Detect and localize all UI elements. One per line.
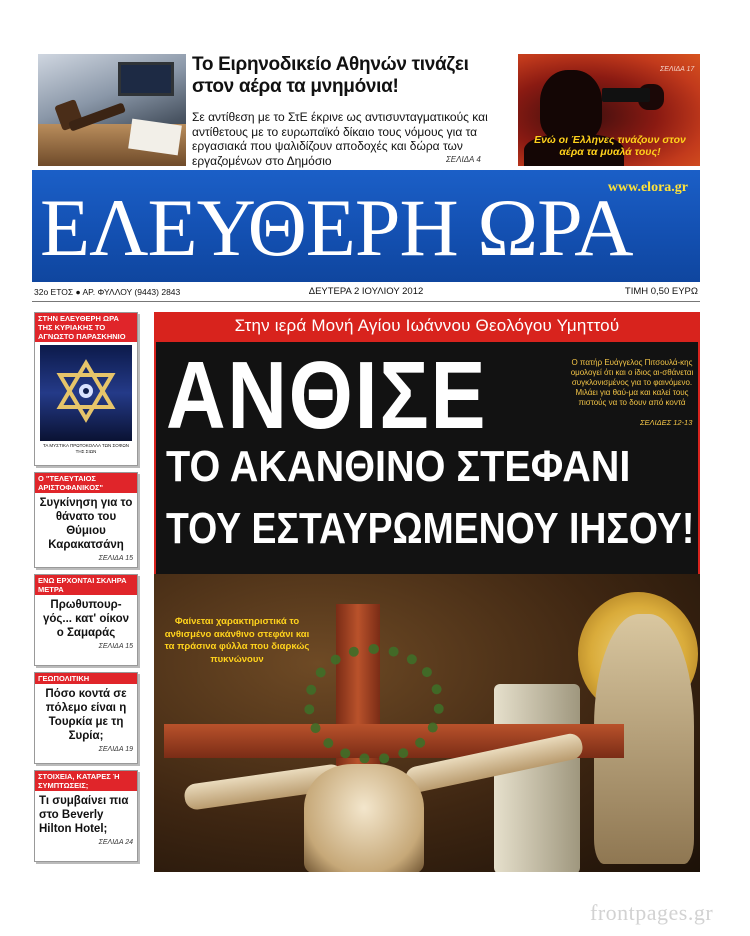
issue-number: 32ο ΕΤΟΣ ● ΑΡ. ΦΥΛΛΟΥ (9443) 2843 xyxy=(34,287,181,297)
sidebar-page: ΣΕΛΙΔΑ 24 xyxy=(98,839,133,846)
sidebar-page: ΣΕΛΙΔΑ 19 xyxy=(98,746,133,753)
sidebar-headline: Τι συμβαίνει πια στο Beverly Hilton Hotel; xyxy=(39,795,129,835)
main-story-page: ΣΕΛΙΔΕΣ 12-13 xyxy=(640,418,693,427)
photo-caption: Φαίνεται χαρακτηριστικά το ανθισμένο ακάνθινο στεφάνι και τα πράσινα φύλλα που διαρκώς πυκνώνουν xyxy=(164,616,310,665)
sidebar-headline: Συγκίνηση για το θάνατο του Θύμιου Καρακατσάνη xyxy=(39,497,133,551)
sidebar-headline: Πρωθυπουρ-γός... κατ' οίκον ο Σαμαράς xyxy=(42,599,129,639)
top-teaser-body: Σε αντίθεση με το ΣτΕ έκρινε ως αντισυνταγματικούς και αντίθετους με το ευρωπαϊκό δίκαιο τους νόμους για τα εργασιακά που ψαλιδίζουν αποδοχές και δώρα των εργαζομένων στο Δημόσιο xyxy=(192,110,488,168)
sidebar-label: Ο "ΤΕΛΕΥΤΑΙΟΣ ΑΡΙΣΤΟΦΑΝΙΚΟΣ" xyxy=(35,473,137,493)
watermark: frontpages.gr xyxy=(590,900,714,925)
sidebar-page: ΣΕΛΙΔΑ 15 xyxy=(98,643,133,650)
right-photo-page: ΣΕΛΙΔΑ 17 xyxy=(660,66,695,73)
star-of-david-cover-image xyxy=(40,345,132,441)
issue-price: ΤΙΜΗ 0,50 ΕΥΡΩ xyxy=(624,286,698,297)
dateline xyxy=(32,282,700,302)
sidebar-item-beverly-hilton[interactable] xyxy=(34,770,138,862)
sidebar-item-sunday-edition[interactable] xyxy=(34,312,138,466)
sidebar-label: ΣΤΟΙΧΕΙΑ, ΚΑΤΑΡΕΣ Ή ΣΥΜΠΤΩΣΕΙΣ; xyxy=(35,771,137,791)
masthead-url[interactable]: www.elora.gr xyxy=(607,180,688,195)
right-photo-caption[interactable]: Ενώ οι Έλληνες τινάζουν στον αέρα τα μυαλά τους! xyxy=(534,134,686,158)
sidebar-label: ΕΝΩ ΕΡΧΟΝΤΑΙ ΣΚΛΗΡΑ ΜΕΤΡΑ xyxy=(35,575,137,595)
top-teaser-page: ΣΕΛΙΔΑ 4 xyxy=(446,155,481,164)
sidebar-item-geopolitics[interactable] xyxy=(34,672,138,764)
main-headline-line-3: ΤΟΥ ΕΣΤΑΥΡΩΜΕΝΟΥ ΙΗΣΟΥ! xyxy=(166,504,695,553)
sidebar-label: ΓΕΩΠΟΛΙΤΙΚΗ xyxy=(35,673,137,684)
masthead-title: ΕΛΕΥΘΕΡΗ ΩΡΑ xyxy=(40,182,633,273)
sidebar-headline: Πόσο κοντά σε πόλεμο είναι η Τουρκία με τη Συρία; xyxy=(45,688,127,742)
courtroom-photo xyxy=(38,54,186,166)
main-headline-line-2: ΤΟ ΑΚΑΝΘΙΝΟ ΣΤΕΦΑΝΙ xyxy=(166,442,631,491)
main-story-side-note: Ο πατήρ Ευάγγελος Πιτσουλά-κης ομολογεί ότι και ο ίδιος αι-σθάνεται συγκλονισμένος για το φαινόμενο. Μιλάει για θαύ-μα και καλεί τους πιστούς να το δουν από κοντά xyxy=(570,358,694,407)
cover-image-caption: ΤΑ ΜΥΣΤΙΚΑ ΠΡΩΤΟΚΟΛΛΑ ΤΩΝ ΣΟΦΩΝ ΤΗΣ ΣΙΩΝ xyxy=(43,443,129,454)
sidebar-label: ΣΤΗΝ ΕΛΕΥΘΕΡΗ ΩΡΑ ΤΗΣ ΚΥΡΙΑΚΗΣ ΤΟ ΑΓΝΩΣΤΟ ΠΑΡΑΣΚΗΝΙΟ xyxy=(35,313,137,342)
main-headline-line-1: ΑΝΘΙΣΕ xyxy=(166,342,488,449)
main-story-kicker: Στην ιερά Μονή Αγίου Ιωάννου Θεολόγου Υμηττού xyxy=(234,316,620,335)
star-icon xyxy=(54,359,118,423)
masthead xyxy=(32,170,700,282)
top-teaser-headline[interactable]: Το Ειρηνοδικείο Αθηνών τινάζει στον αέρα τα μνημόνια! xyxy=(192,54,469,97)
sidebar-page: ΣΕΛΙΔΑ 15 xyxy=(98,555,133,562)
sidebar-item-karakatsanis[interactable] xyxy=(34,472,138,568)
sidebar-item-samaras[interactable] xyxy=(34,574,138,666)
issue-date: ΔΕΥΤΕΡΑ 2 ΙΟΥΛΙΟΥ 2012 xyxy=(308,286,424,297)
